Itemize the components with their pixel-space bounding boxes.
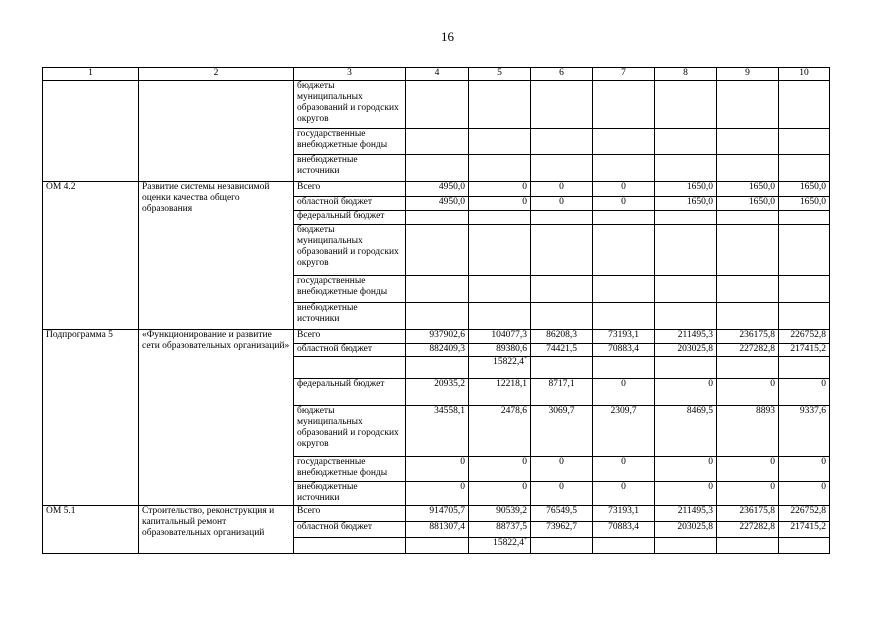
value-cell [717,357,779,379]
value-cell [469,129,531,155]
value-cell [406,538,469,554]
value-cell: 9337,6 [779,406,830,457]
value-cell [593,538,655,554]
value-cell [779,276,830,303]
value-cell: 20935,2 [406,379,469,406]
value-cell [531,225,593,276]
value-cell: 0 [717,457,779,482]
value-cell: 2478,6 [469,406,531,457]
program-code: ОМ 5.1 [43,506,139,554]
col-header: 10 [779,68,830,81]
header-row [43,68,830,81]
value-cell: 70883,4 [593,522,655,538]
value-cell: 211495,3 [655,330,717,344]
value-cell [406,129,469,155]
funding-source: внебюджетные источники [294,303,406,330]
value-cell [469,211,531,225]
value-cell [531,211,593,225]
page-number: 16 [441,29,454,44]
value-cell [469,225,531,276]
value-cell: 2309,7 [593,406,655,457]
value-cell [655,155,717,182]
value-cell: 70883,4 [593,344,655,357]
value-cell [406,211,469,225]
value-cell: 4950,0 [406,197,469,211]
value-cell [655,276,717,303]
value-cell: 0 [593,457,655,482]
value-cell [593,225,655,276]
value-cell: 0 [779,482,830,506]
value-cell: 90539,2 [469,506,531,522]
value-cell [655,357,717,379]
value-cell: 1650,0 [779,182,830,197]
value-cell: 0 [531,182,593,197]
col-header: 6 [531,68,593,81]
value-cell: 217415,2 [779,522,830,538]
value-cell: 0 [469,457,531,482]
value-cell [779,211,830,225]
value-cell [531,276,593,303]
value-cell: 0 [717,482,779,506]
value-cell: 34558,1 [406,406,469,457]
funding-source: внебюджетные источники [294,155,406,182]
value-cell [531,129,593,155]
program-name: Строительство, реконструкция и капитальный ремонт образовательных организаций [139,506,294,554]
value-cell: 88737,5 [469,522,531,538]
funding-source: внебюджетные источники [294,482,406,506]
value-cell: 73193,1 [593,506,655,522]
col-header: 7 [593,68,655,81]
value-cell [406,225,469,276]
value-cell [655,225,717,276]
program-code: ОМ 4.2 [43,182,139,330]
value-cell: 0 [531,197,593,211]
value-cell [655,81,717,129]
funding-source: федеральный бюджет [294,211,406,225]
program-name [139,81,294,182]
funding-source: государственные внебюджетные фонды [294,457,406,482]
value-cell: 74421,5 [531,344,593,357]
value-cell: 211495,3 [655,506,717,522]
col-header: 9 [717,68,779,81]
value-cell: 0 [717,379,779,406]
value-cell: 1650,0 [779,197,830,211]
value-cell: 89380,6 [469,344,531,357]
value-cell: 0 [531,482,593,506]
value-cell: 0 [655,457,717,482]
funding-source [294,538,406,554]
program-code: Подпрограмма 5 [43,330,139,506]
value-cell [655,129,717,155]
col-header: 8 [655,68,717,81]
value-cell [593,357,655,379]
value-cell [779,225,830,276]
value-cell [593,276,655,303]
col-header: 1 [43,68,139,81]
value-cell [779,129,830,155]
value-cell: 1650,0 [655,182,717,197]
budget-table [42,67,830,554]
value-cell [406,276,469,303]
value-cell: 0 [779,457,830,482]
value-cell [655,538,717,554]
value-cell: 0 [593,482,655,506]
value-cell [531,155,593,182]
value-cell: 0 [593,197,655,211]
value-cell: 0 [779,379,830,406]
value-cell: 227282,8 [717,344,779,357]
value-cell [717,211,779,225]
table-row [43,330,830,344]
value-cell [717,225,779,276]
table-row [43,81,830,129]
value-cell: 73193,1 [593,330,655,344]
value-cell: 8469,5 [655,406,717,457]
value-cell [406,155,469,182]
value-cell: 15822,4* [469,357,531,379]
col-header: 3 [294,68,406,81]
value-cell [531,538,593,554]
value-cell: 882409,3 [406,344,469,357]
value-cell: 1650,0 [655,197,717,211]
funding-source: областной бюджет [294,344,406,357]
value-cell: 73962,7 [531,522,593,538]
value-cell: 0 [531,457,593,482]
funding-source: бюджеты муниципальных образований и городских округов [294,406,406,457]
funding-source: областной бюджет [294,197,406,211]
value-cell: 226752,8 [779,506,830,522]
value-cell [593,129,655,155]
funding-source: бюджеты муниципальных образований и городских округов [294,81,406,129]
table-row [43,506,830,522]
value-cell [655,303,717,330]
value-cell: 1650,0 [717,197,779,211]
value-cell: 0 [406,457,469,482]
col-header: 4 [406,68,469,81]
value-cell: 0 [593,182,655,197]
value-cell: 881307,4 [406,522,469,538]
value-cell [406,303,469,330]
funding-source: Всего [294,330,406,344]
program-name: «Функционирование и развитие сети образовательных организаций» [139,330,294,506]
value-cell: 937902,6 [406,330,469,344]
value-cell [593,211,655,225]
funding-source: федеральный бюджет [294,379,406,406]
value-cell: 1650,0 [717,182,779,197]
value-cell: 236175,8 [717,506,779,522]
value-cell: 12218,1 [469,379,531,406]
value-cell [469,81,531,129]
value-cell: 203025,8 [655,522,717,538]
value-cell: 0 [406,482,469,506]
program-name: Развитие системы независимой оценки качества общего образования [139,182,294,330]
value-cell: 15822,4* [469,538,531,554]
value-cell [655,211,717,225]
value-cell: 217415,2 [779,344,830,357]
funding-source: государственные внебюджетные фонды [294,129,406,155]
value-cell: 914705,7 [406,506,469,522]
value-cell [531,81,593,129]
value-cell [717,129,779,155]
value-cell [717,538,779,554]
value-cell: 86208,3 [531,330,593,344]
value-cell [469,276,531,303]
value-cell: 4950,0 [406,182,469,197]
value-cell: 0 [655,482,717,506]
table-row [43,182,830,197]
value-cell: 227282,8 [717,522,779,538]
value-cell: 0 [469,197,531,211]
funding-source: Всего [294,182,406,197]
value-cell: 0 [469,182,531,197]
col-header: 2 [139,68,294,81]
value-cell: 0 [593,379,655,406]
funding-source [294,357,406,379]
value-cell [717,303,779,330]
value-cell: 76549,5 [531,506,593,522]
value-cell: 0 [655,379,717,406]
value-cell: 8893 [717,406,779,457]
value-cell [406,81,469,129]
col-header: 5 [469,68,531,81]
value-cell [406,357,469,379]
value-cell: 8717,1 [531,379,593,406]
value-cell: 226752,8 [779,330,830,344]
value-cell [779,81,830,129]
value-cell: 236175,8 [717,330,779,344]
value-cell: 203025,8 [655,344,717,357]
funding-source: бюджеты муниципальных образований и городских округов [294,225,406,276]
value-cell [779,303,830,330]
value-cell [469,303,531,330]
value-cell [469,155,531,182]
funding-source: Всего [294,506,406,522]
value-cell [779,155,830,182]
value-cell [593,81,655,129]
value-cell [717,276,779,303]
value-cell [593,155,655,182]
funding-source: государственные внебюджетные фонды [294,276,406,303]
value-cell [531,303,593,330]
value-cell: 104077,3 [469,330,531,344]
value-cell [717,81,779,129]
funding-source: областной бюджет [294,522,406,538]
value-cell [779,357,830,379]
value-cell: 0 [469,482,531,506]
program-code [43,81,139,182]
value-cell [779,538,830,554]
value-cell [717,155,779,182]
value-cell [593,303,655,330]
value-cell [531,357,593,379]
value-cell: 3069,7 [531,406,593,457]
